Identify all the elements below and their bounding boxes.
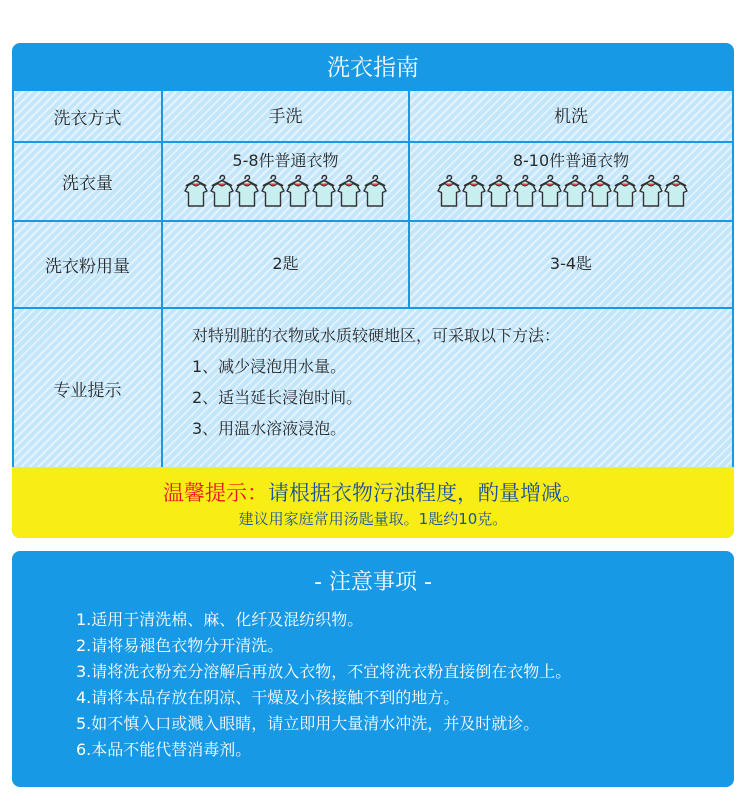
machine-wash-dosage: 3-4匙 (549, 253, 593, 273)
hand-wash-header: 手洗 (268, 106, 303, 127)
notes-panel (12, 551, 734, 787)
shirt-on-hanger-icon (538, 174, 562, 208)
notes-title: - 注意事项 - (314, 570, 432, 595)
hand-wash-garment-icons (184, 174, 388, 208)
professional-tips (192, 320, 560, 444)
shirt-on-hanger-icon (286, 174, 310, 208)
row-label-tips: 专业提示 (53, 380, 122, 401)
machine-wash-garment-icons (437, 174, 689, 208)
note-item: 5.如不慎入口或溅入眼睛，请立即用大量清水冲洗，并及时就诊。 (76, 714, 540, 733)
row-label-dosage: 洗衣粉用量 (45, 257, 130, 277)
shirt-on-hanger-icon (184, 174, 208, 208)
shirt-on-hanger-icon (337, 174, 361, 208)
tip-line: 1、减少浸泡用水量。 (192, 357, 347, 376)
shirt-on-hanger-icon (312, 174, 336, 208)
shirt-on-hanger-icon (210, 174, 234, 208)
machine-wash-load: 8-10件普通衣物 (512, 151, 630, 170)
shirt-on-hanger-icon (235, 174, 259, 208)
note-item: 2.请将易褪色衣物分开清洗。 (76, 636, 284, 655)
machine-wash-header: 机洗 (554, 106, 588, 127)
warm-tip-subtext: 建议用家庭常用汤匙量取。1匙约10克。 (238, 510, 508, 528)
tip-line: 3、用温水溶液浸泡。 (192, 419, 347, 438)
hand-wash-load: 5-8件普通衣物 (232, 151, 339, 170)
note-item: 1.适用于清洗棉、麻、化纤及混纺织物。 (76, 610, 364, 629)
shirt-on-hanger-icon (664, 174, 688, 208)
shirt-on-hanger-icon (437, 174, 461, 208)
shirt-on-hanger-icon (588, 174, 612, 208)
hand-wash-dosage: 2匙 (272, 253, 299, 273)
row-label-method: 洗衣方式 (53, 108, 122, 129)
shirt-on-hanger-icon (639, 174, 663, 208)
shirt-on-hanger-icon (462, 174, 486, 208)
warm-tip-text: 请根据衣物污浊程度，酌量增减。 (268, 481, 583, 505)
guide-table (14, 91, 732, 467)
shirt-on-hanger-icon (261, 174, 285, 208)
row-label-load: 洗衣量 (62, 174, 113, 194)
warm-tip-banner (12, 467, 734, 538)
tip-line: 对特别脏的衣物或水质较硬地区，可采取以下方法： (192, 326, 561, 345)
guide-title: 洗衣指南 (327, 55, 419, 81)
note-item: 3.请将洗衣粉充分溶解后再放入衣物，不宜将洗衣粉直接倒在衣物上。 (76, 662, 572, 681)
shirt-on-hanger-icon (513, 174, 537, 208)
washing-guide-panel (12, 43, 734, 538)
shirt-on-hanger-icon (563, 174, 587, 208)
tip-line: 2、适当延长浸泡时间。 (192, 388, 363, 407)
shirt-on-hanger-icon (363, 174, 387, 208)
shirt-on-hanger-icon (613, 174, 637, 208)
notes-list (76, 607, 571, 763)
shirt-on-hanger-icon (487, 174, 511, 208)
note-item: 6.本品不能代替消毒剂。 (76, 740, 252, 759)
warm-tip-label: 温馨提示： (163, 481, 268, 505)
warm-tip-main (12, 477, 734, 507)
note-item: 4.请将本品存放在阴凉、干燥及小孩接触不到的地方。 (76, 688, 460, 707)
